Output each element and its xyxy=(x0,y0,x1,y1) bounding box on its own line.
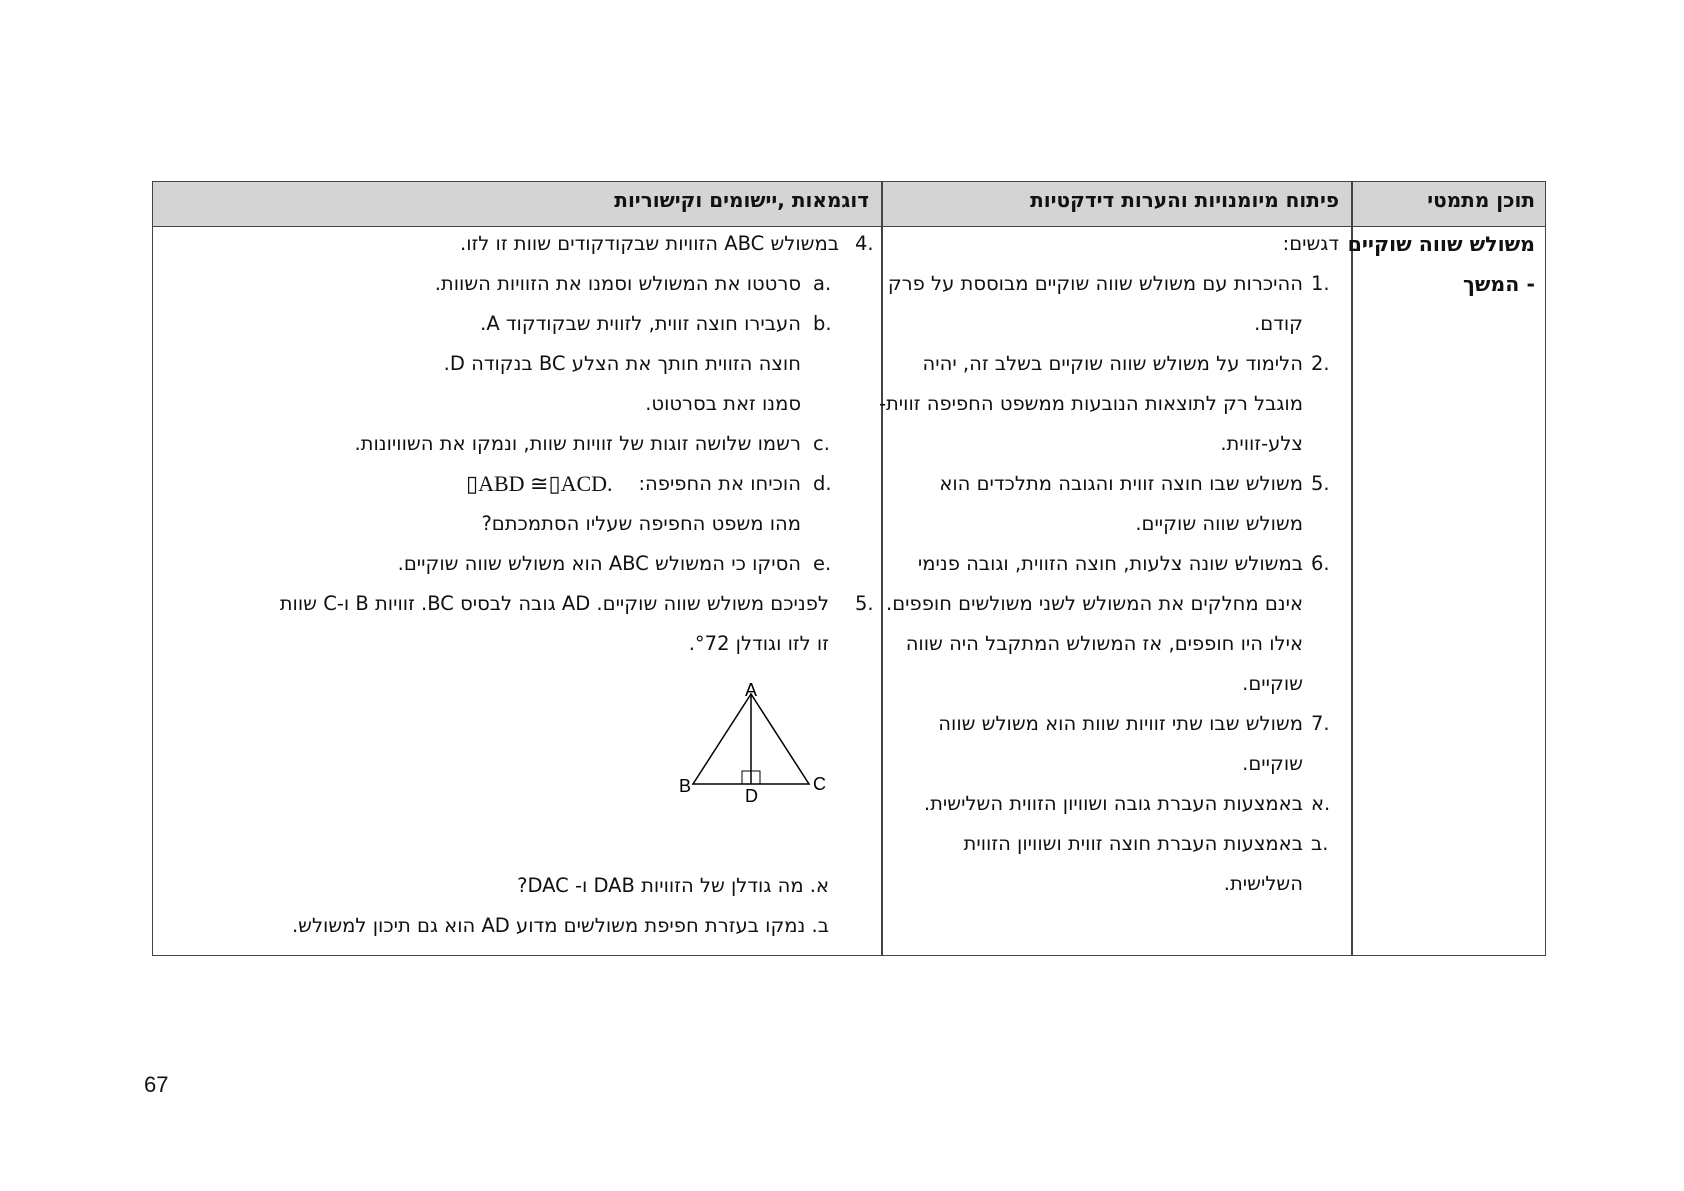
list-item: במשולש שונה צלעות, חוצה הזווית, וגובה פנימי xyxy=(917,552,1303,575)
question-number: 4. xyxy=(855,232,874,255)
sub-item: העבירו חוצה זווית, לזווית שבקודקוד A. xyxy=(480,312,801,335)
content-table xyxy=(152,181,1546,956)
sub-item: חוצה הזווית חותך את הצלע BC בנקודה D. xyxy=(443,352,801,375)
list-item: באמצעות העברת חוצה זווית ושוויון הזווית xyxy=(963,832,1303,855)
page-number: 67 xyxy=(144,1072,169,1097)
list-item: באמצעות העברת גובה ושוויון הזווית השלישית. xyxy=(923,792,1303,815)
question-text: במשולש ABC הזוויות שבקודקודים שוות זו לזו. xyxy=(460,232,839,255)
sub-label: d. xyxy=(813,472,832,495)
list-item: משולש שבו שתי זוויות שוות הוא משולש שווה xyxy=(938,712,1303,735)
isosceles-triangle-figure xyxy=(663,678,843,848)
sub-item: סרטטו את המשולש וסמנו את הזוויות השוות. xyxy=(434,272,801,295)
sub-item: רשמו שלושה זוגות של זוויות שוות, ונמקו את השוויונות. xyxy=(354,432,801,455)
list-item: צלע-זווית. xyxy=(1220,432,1303,455)
sub-item: מהו משפט החפיפה שעליו הסתמכתם? xyxy=(481,512,801,535)
list-number: 6. xyxy=(1311,552,1330,575)
list-item: הלימוד על משולש שווה שוקיים בשלב זה, יהיה xyxy=(922,352,1303,375)
topic-title: משולש שווה שוקיים xyxy=(1347,232,1535,256)
list-number: ב. xyxy=(1311,832,1329,855)
sub-item: הסיקו כי המשולש ABC הוא משולש שווה שוקיים. xyxy=(397,552,801,575)
list-number: 2. xyxy=(1311,352,1330,375)
list-number: 7. xyxy=(1311,712,1330,735)
vertex-label-b: B xyxy=(679,776,692,796)
question-text: לפניכם משולש שווה שוקיים. AD גובה לבסיס BC. זוויות B ו-C שוות xyxy=(279,592,829,615)
sub-label: c. xyxy=(813,432,830,455)
sub-item: סמנו זאת בסרטוט. xyxy=(645,392,801,415)
list-item: משולש שבו חוצה זווית והגובה מתלכדים הוא xyxy=(939,472,1303,495)
vertex-label-d: D xyxy=(745,786,758,806)
vertex-label-a: A xyxy=(745,680,758,700)
header-examples: דוגמאות ,יישומים וקישוריות xyxy=(614,188,869,212)
sub-label: b. xyxy=(813,312,832,335)
list-number: 1. xyxy=(1311,272,1330,295)
vertex-label-c: C xyxy=(813,774,826,794)
question-part: א. מה גודלן של הזוויות DAB ו- DAC? xyxy=(517,874,829,897)
list-item: השלישית. xyxy=(1223,872,1303,895)
list-item: שוקיים. xyxy=(1242,672,1303,695)
list-number: א. xyxy=(1311,792,1331,815)
column-divider xyxy=(881,182,883,955)
congruence-statement: ▯ABD ≅▯ACD. xyxy=(466,471,613,496)
list-item: מוגבל רק לתוצאות הנובעות ממשפט החפיפה זווית- xyxy=(878,392,1303,415)
topic-continued: - המשך xyxy=(1463,272,1535,296)
list-item: ההיכרות עם משולש שווה שוקיים מבוססת על פרק xyxy=(887,272,1303,295)
list-item: אינם מחלקים את המשולש לשני משולשים חופפים. xyxy=(886,592,1303,615)
right-angle-marker xyxy=(742,771,751,784)
list-item: משולש שווה שוקיים. xyxy=(1135,512,1303,535)
sub-item: הוכיחו את החפיפה: xyxy=(638,472,801,495)
question-text: זו לזו וגודלן °72. xyxy=(688,632,829,655)
sub-label: a. xyxy=(813,272,832,295)
development-intro: דגשים: xyxy=(1282,232,1339,255)
list-item: קודם. xyxy=(1254,312,1303,335)
header-content: תוכן מתמטי xyxy=(1427,188,1535,212)
list-item: שוקיים. xyxy=(1242,752,1303,775)
header-development: פיתוח מיומנויות והערות דידקטיות xyxy=(1030,188,1339,212)
list-item: אילו היו חופפים, אז המשולש המתקבל היה שווה xyxy=(905,632,1303,655)
right-angle-marker xyxy=(751,771,760,784)
question-number: 5. xyxy=(855,592,874,615)
question-part: ב. נמקו בעזרת חפיפת משולשים מדוע AD הוא גם תיכון למשולש. xyxy=(291,914,829,937)
column-divider xyxy=(1351,182,1353,955)
sub-label: e. xyxy=(813,552,832,575)
list-number: 5. xyxy=(1311,472,1330,495)
